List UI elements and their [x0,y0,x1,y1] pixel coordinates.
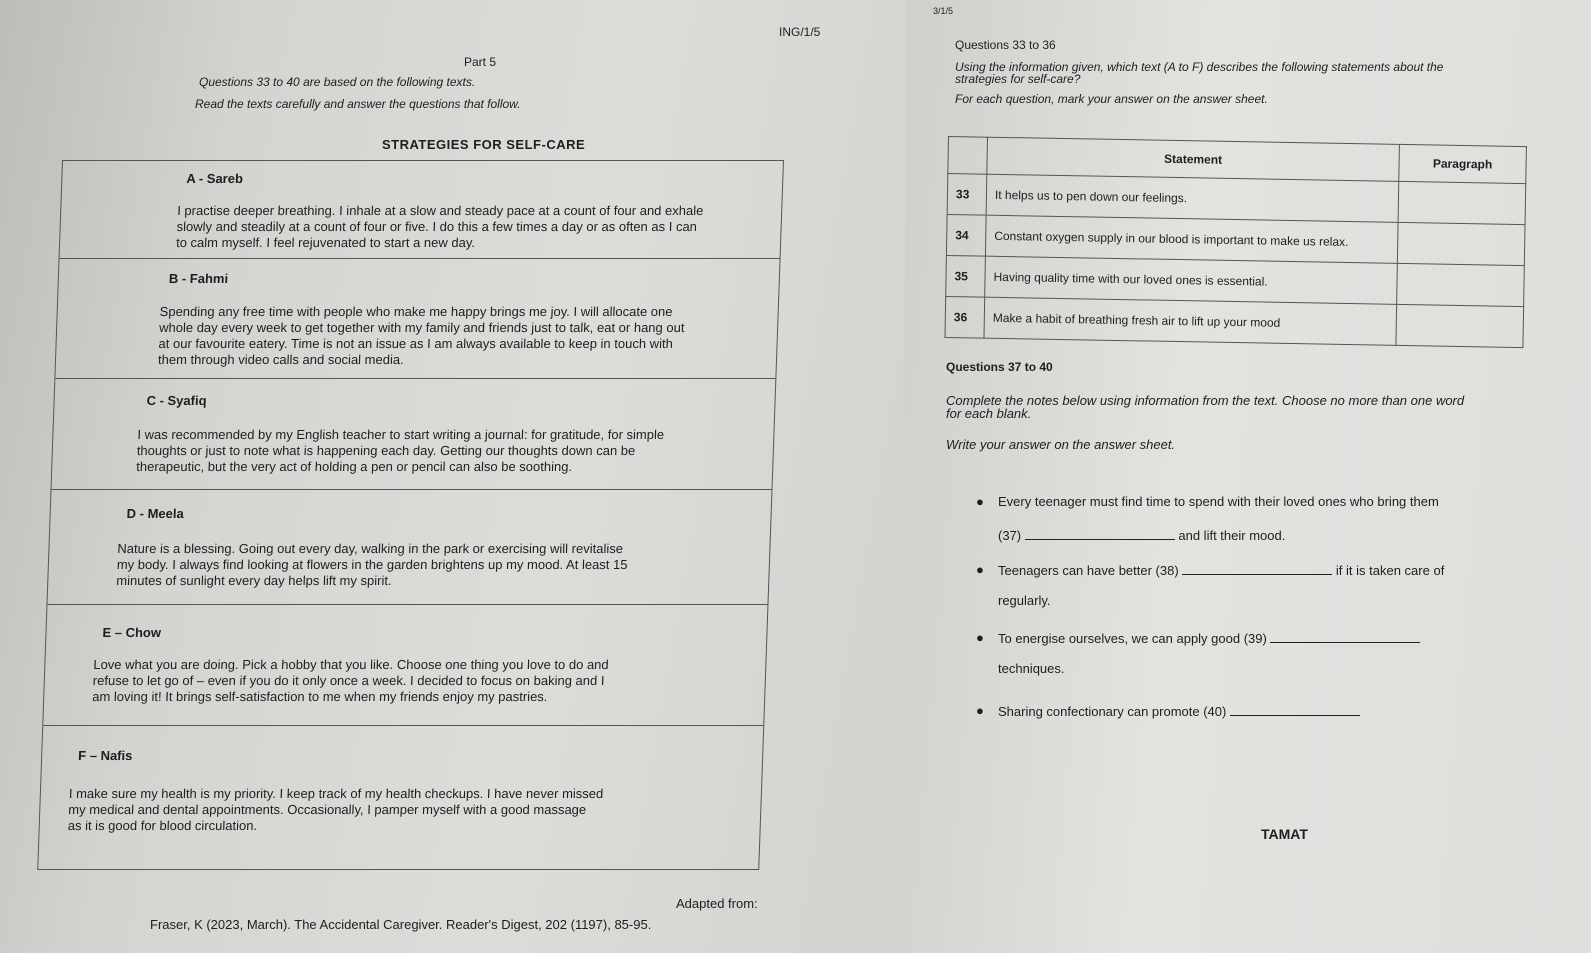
blank-37[interactable] [1025,527,1175,540]
row-statement: Constant oxygen supply in our blood is important to make us relax. [985,215,1398,263]
bullet-icon: ● [976,494,984,509]
citation: Fraser, K (2023, March). The Accidental Caregiver. Reader's Digest, 202 (1197), 85-95. [150,917,652,932]
note-37-cont [998,527,1285,543]
note-text: Every teenager must find time to spend with their loved ones who bring them [998,494,1439,509]
section-e [43,604,767,726]
section-text: Spending any free time with people who make me happy brings me joy. I will allocate one whole day every week to get together with my family and friends just to talk, eat or hang out at our favourite eatery. Time is not an issue as I am always available to keep in touch with them through video calls and social media. [157,304,685,367]
end-marker: TAMAT [1261,826,1308,842]
page-number: 3/1/5 [933,6,954,16]
blank-38[interactable] [1182,562,1332,575]
note-39-cont [998,661,1065,676]
note-text: techniques. [998,661,1065,676]
note-text: regularly. [998,593,1051,608]
note-number: (37) [998,528,1022,543]
intro-line-1: Questions 33 to 40 are based on the following texts. [199,75,476,89]
note-text: Teenagers can have better (38) [998,563,1179,578]
statement-header: Statement [987,137,1400,181]
note-39 [976,630,1420,646]
questions-37-40-heading: Questions 37 to 40 [946,360,1053,374]
section-name: B - Fahmi [168,271,229,286]
blank-39[interactable] [1270,630,1420,643]
section-text: Nature is a blessing. Going out every day, walking in the park or exercising will revitalise my body. I always find looking at flowers in the garden brightens up my mood. At least 15 minutes of sunlight every day helps lift my spirit. [116,541,628,588]
row-statement: Having quality time with our loved ones is essential. [985,256,1398,304]
paper-code: ING/1/5 [779,25,821,39]
questions-33-36-heading: Questions 33 to 36 [955,38,1056,52]
answer-cell[interactable] [1396,304,1524,347]
section-b [55,258,779,379]
part-heading: Part 5 [464,55,497,69]
row-number: 36 [945,296,985,338]
note-text: if it is taken care of [1335,563,1445,578]
section-name: F – Nafis [77,748,133,763]
q37-instruction-1: Complete the notes below using information from the text. Choose no more than one word [946,393,1465,408]
section-f [38,725,763,870]
num-header [948,137,988,175]
strategies-box [37,160,784,870]
section-name: A - Sareb [186,171,244,186]
blank-40[interactable] [1230,703,1360,716]
section-text: I practise deeper breathing. I inhale at a slow and steady pace at a count of four and exhale slowly and steadily at a count of four or five. I do this a few times a day or as often as I can to calm myself. I feel rejuvenated to start a new day. [175,203,704,250]
note-text: and lift their mood. [1178,528,1286,543]
note-text: To energise ourselves, we can apply good (39) [998,631,1267,646]
section-d [47,489,771,605]
q37-instruction-3: Write your answer on the answer sheet. [946,437,1176,452]
paragraph-header: Paragraph [1399,144,1527,183]
note-text: Sharing confectionary can promote (40) [998,704,1227,719]
row-number: 33 [947,174,987,216]
section-text: I make sure my health is my priority. I keep track of my health checkups. I have never missed my medical and dental appointments. Occasionally, I pamper myself with a good massage as it is good for blood circulation. [67,786,604,833]
note-38 [976,562,1445,578]
note-37 [976,494,1439,509]
row-number: 35 [946,255,986,297]
row-number: 34 [946,214,986,256]
row-statement: It helps us to pen down our feelings. [986,174,1399,222]
answer-cell[interactable] [1398,181,1526,224]
section-name: E – Chow [102,625,162,640]
intro-line-2: Read the texts carefully and answer the questions that follow. [195,97,521,111]
section-c [51,378,775,490]
note-40 [976,703,1360,719]
section-text: Love what you are doing. Pick a hobby that you like. Choose one thing you love to do and refuse to let go of – even if you do it only once a week. I decided to focus on baking and I am loving it! It brings self-satisfaction to me when my friends enjoy my pastries. [92,657,609,704]
bullet-icon: ● [976,630,984,645]
q33-instruction-2: strategies for self-care? [955,72,1081,86]
statement-table [944,136,1526,348]
q33-instruction-1: Using the information given, which text (A to F) describes the following statements about the [955,60,1444,74]
bullet-icon: ● [976,562,984,577]
q37-instruction-2: for each blank. [946,406,1032,421]
bullet-icon: ● [976,703,984,718]
section-name: D - Meela [126,506,184,521]
q33-instruction-3: For each question, mark your answer on the answer sheet. [955,92,1268,106]
answer-cell[interactable] [1397,263,1525,306]
adapted-label: Adapted from: [676,896,758,911]
answer-cell[interactable] [1397,222,1525,265]
note-38-cont [998,593,1051,608]
section-name: C - Syafiq [146,393,207,408]
strategies-title: STRATEGIES FOR SELF-CARE [382,137,586,152]
section-a [60,161,783,258]
row-statement: Make a habit of breathing fresh air to lift up your mood [984,297,1397,345]
section-text: I was recommended by my English teacher to start writing a journal: for gratitude, for simple thoughts or just to note what is happening each day. Getting our thoughts down can be therapeutic, but the very act of holding a pen or pencil can also be soothing. [136,427,665,474]
